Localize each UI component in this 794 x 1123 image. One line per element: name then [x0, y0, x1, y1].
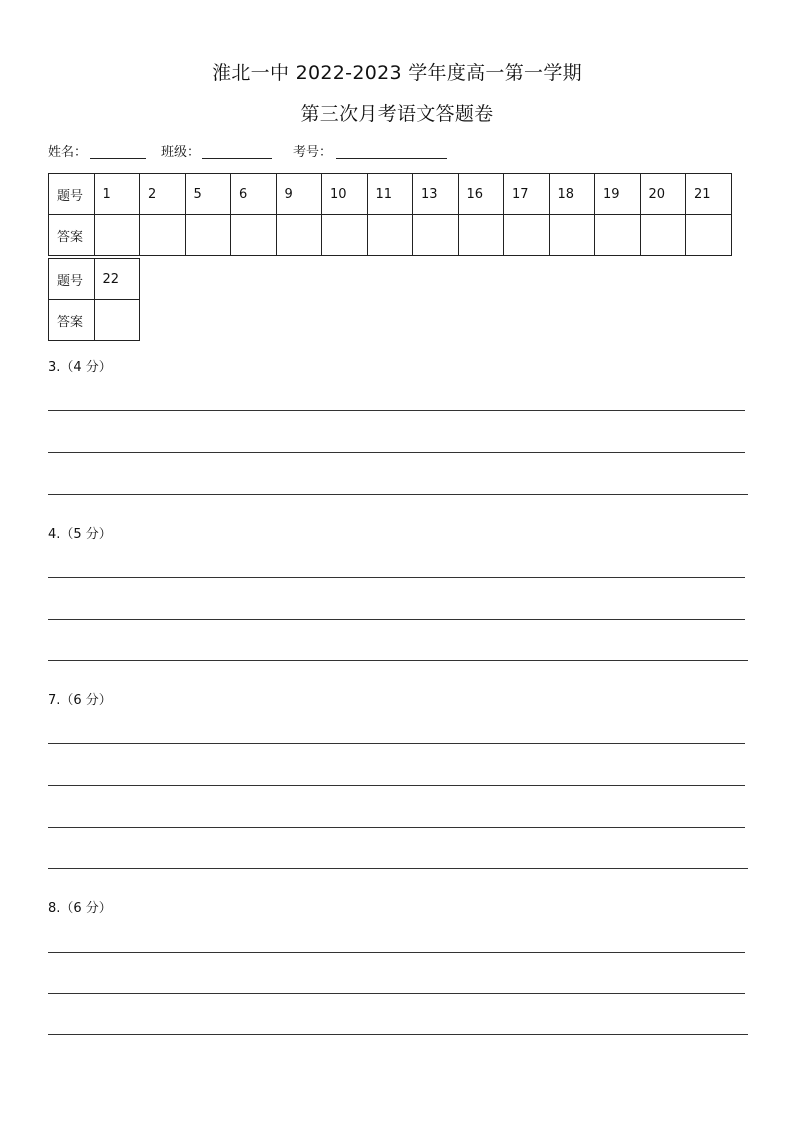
answer-header: 答案	[49, 300, 95, 341]
question-number-row	[49, 259, 140, 300]
question-number-cell: 1	[94, 174, 140, 215]
answer-line[interactable]	[48, 743, 745, 744]
question-number-cell: 16	[458, 174, 504, 215]
answer-line[interactable]	[48, 619, 745, 620]
question-number-cell: 10	[322, 174, 368, 215]
answer-cell[interactable]	[94, 300, 140, 341]
answer-line[interactable]	[48, 868, 748, 869]
answer-row	[49, 300, 140, 341]
question-number-cell: 11	[367, 174, 413, 215]
answer-cell[interactable]	[595, 215, 641, 256]
answer-cell[interactable]	[276, 215, 322, 256]
question-number-header: 题号	[49, 259, 95, 300]
question-label: 3.（4 分）	[48, 360, 112, 375]
question-number-cell: 19	[595, 174, 641, 215]
answer-cell[interactable]	[231, 215, 277, 256]
answer-line[interactable]	[48, 785, 745, 786]
answer-line[interactable]	[48, 577, 745, 578]
answer-line[interactable]	[48, 494, 748, 495]
answer-line[interactable]	[48, 660, 748, 661]
exam-no-blank[interactable]	[336, 158, 447, 159]
answer-cell[interactable]	[94, 215, 140, 256]
answer-cell[interactable]	[549, 215, 595, 256]
answer-row	[49, 215, 732, 256]
answer-cell[interactable]	[458, 215, 504, 256]
class-blank[interactable]	[202, 158, 272, 159]
question-number-cell: 21	[686, 174, 732, 215]
class-label: 班级：	[161, 145, 201, 160]
answer-cell[interactable]	[185, 215, 231, 256]
answer-line[interactable]	[48, 410, 745, 411]
answer-line[interactable]	[48, 1034, 748, 1035]
answer-grid-main	[48, 173, 732, 256]
question-label: 4.（5 分）	[48, 527, 112, 542]
question-label: 8.（6 分）	[48, 901, 112, 916]
answer-line[interactable]	[48, 993, 745, 994]
question-number-cell: 22	[94, 259, 140, 300]
answer-cell[interactable]	[640, 215, 686, 256]
question-number-cell: 13	[413, 174, 459, 215]
answer-cell[interactable]	[413, 215, 459, 256]
answer-cell[interactable]	[686, 215, 732, 256]
answer-line[interactable]	[48, 827, 745, 828]
name-blank[interactable]	[90, 158, 146, 159]
exam-title: 淮北一中 2022-2023 学年度高一第一学期	[212, 62, 582, 84]
question-number-cell: 20	[640, 174, 686, 215]
question-number-cell: 2	[140, 174, 186, 215]
exam-subtitle: 第三次月考语文答题卷	[300, 103, 494, 125]
question-number-cell: 18	[549, 174, 595, 215]
question-label: 7.（6 分）	[48, 693, 112, 708]
question-number-row	[49, 174, 732, 215]
answer-line[interactable]	[48, 452, 745, 453]
answer-cell[interactable]	[322, 215, 368, 256]
question-number-cell: 17	[504, 174, 550, 215]
question-number-cell: 6	[231, 174, 277, 215]
answer-cell[interactable]	[367, 215, 413, 256]
answer-header: 答案	[49, 215, 95, 256]
name-label: 姓名：	[48, 145, 88, 160]
question-number-cell: 9	[276, 174, 322, 215]
answer-cell[interactable]	[504, 215, 550, 256]
question-number-header: 题号	[49, 174, 95, 215]
answer-line[interactable]	[48, 952, 745, 953]
exam-no-label: 考号：	[293, 145, 333, 160]
answer-grid-extra	[48, 258, 140, 341]
question-number-cell: 5	[185, 174, 231, 215]
answer-cell[interactable]	[140, 215, 186, 256]
